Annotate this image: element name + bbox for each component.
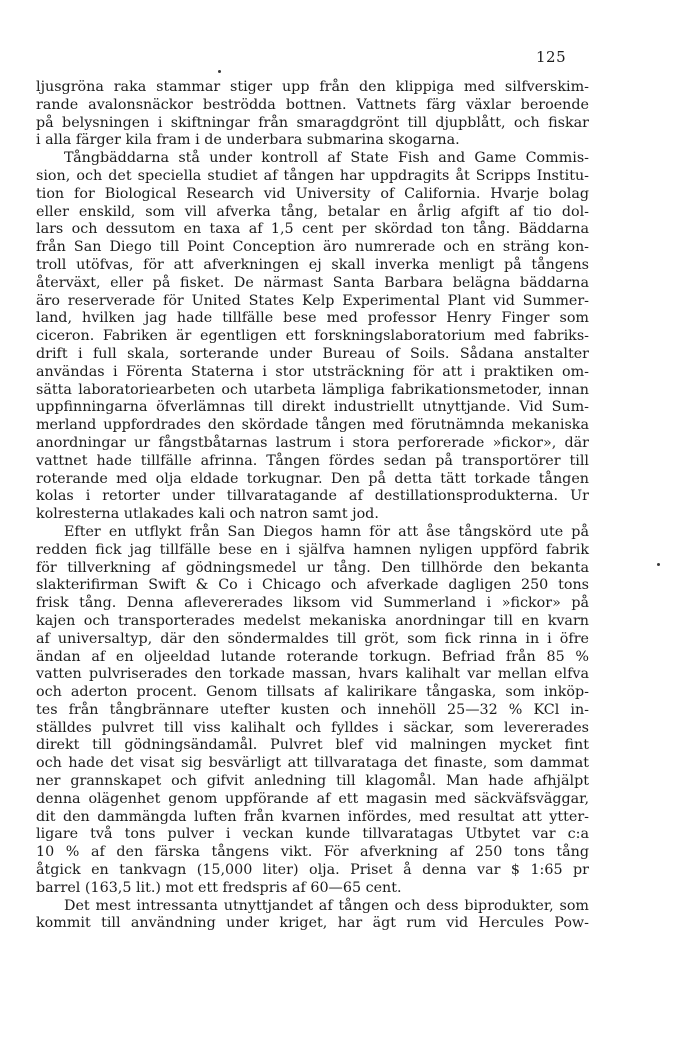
margin-speck — [218, 70, 221, 73]
text-line: och hade det visat sig besvärligt att tillvaratagа det finaste, som dammat — [36, 755, 589, 772]
text-line: vatten pulvriserades den torkade massan, hvars kalihalt var mellan elfva — [36, 666, 589, 683]
text-line: slakterifirman Swift & Co i Chicago och afverkade dagligen 250 tons — [36, 577, 589, 594]
body-text — [36, 79, 589, 933]
text-line: i alla färger kila fram i de underbara submarina skogarna. — [36, 132, 460, 149]
text-line: ställdes pulvret till viss kalihalt och fylldes i säckar, som levererades — [36, 719, 589, 736]
text-line: lars och dessutom en taxa af 1,5 cent per skördad ton tång. Bäddarna — [36, 221, 589, 238]
text-line: användas i Förenta Staterna i stor utsträckning för att i praktiken om- — [36, 363, 589, 380]
text-line: tes från tångbrännare utefter kusten och innehöll 25—32 % KCl in- — [36, 701, 589, 718]
text-line: troll utöfvas, för att afverkningen ej skall inverka menligt på tångens — [36, 256, 589, 273]
text-line: dit den dammängda luften från kvarnen infördes, med resultat att ytter- — [36, 808, 589, 825]
paragraph — [36, 524, 589, 898]
text-line: anordningar ur fångstbåtarnas lastrum i stora perforerade »fickor», där — [36, 434, 589, 451]
paragraph — [36, 79, 589, 150]
text-line: återväxt, eller på fisket. De närmast Santa Barbara belägna bäddarna — [36, 274, 589, 291]
text-line: 10 % af den färska tångens vikt. För afverkning af 250 tons tång — [36, 844, 589, 861]
text-line: kommit till användning under kriget, har ägt rum vid Hercules Pow- — [36, 915, 589, 932]
text-line: Det mest intressanta utnyttjandet af tången och dess biprodukter, som — [64, 897, 589, 914]
text-line: rande avalonsnäckor beströdda bottnen. Vattnets färg växlar beroende — [36, 96, 589, 113]
text-line: uppfinningarna öfverlämnas till direkt industriellt utnyttjande. Vid Sum- — [36, 399, 589, 416]
text-line: kolresterna utlakades kali och natron samt jod. — [36, 506, 379, 523]
page-number: 125 — [536, 48, 567, 66]
text-line: ändan af en oljeeldad lutande roterande torkugn. Befriad från 85 % — [36, 648, 589, 665]
text-line: ljusgröna raka stammar stiger upp från den klippiga med silfverskim- — [36, 79, 589, 95]
paragraph — [36, 898, 589, 934]
text-line: af universaltyp, där den söndermaldes till gröt, som fick rinna in i öfre — [36, 630, 589, 647]
text-line: direkt till gödningsändamål. Pulvret blef vid malningen mycket fint — [36, 737, 589, 754]
text-line: kajen och transporterades medelst mekaniska anordningar till en kvarn — [36, 612, 589, 629]
text-line: och aderton procent. Genom tillsats af kalirikare tångaska, som inköp- — [36, 684, 589, 701]
text-line: merland uppfordrades den skördade tången med förutnämnda mekaniska — [36, 417, 589, 434]
text-line: kolas i retorter under tillvaratagande af destillationsprodukterna. Ur — [36, 488, 589, 505]
text-line: ner grannskapet och gifvit anledning till klagomål. Man hade afhjälpt — [36, 773, 589, 790]
text-line: eller enskild, som vill afverka tång, betalar en årlig afgift af tio dol- — [36, 203, 589, 220]
text-line: roterande med olja eldade torkugnar. Den på detta tätt torkade tången — [36, 470, 589, 487]
text-line: drift i full skala, sorterande under Bureau of Soils. Sådana anstalter — [36, 345, 589, 362]
text-line: vattnet hade tillfälle afrinna. Tången fördes sedan på transportörer till — [36, 452, 589, 469]
text-line: Tångbäddarna stå under kontroll af State Fish and Game Commis- — [64, 150, 589, 167]
paragraph — [36, 150, 589, 524]
text-line: frisk tång. Denna aflevererades liksom vid Summerland i »fickor» på — [36, 595, 589, 612]
margin-speck — [657, 563, 660, 566]
text-line: ciceron. Fabriken är egentligen ett forskningslaboratorium med fabriks- — [36, 328, 589, 345]
text-line: sion, och det speciella studiet af tången har uppdragits åt Scripps Institu- — [36, 167, 589, 184]
text-line: för tillverkning af gödningsmedel ur tång. Den tillhörde den bekanta — [36, 559, 589, 576]
text-line: land, hvilken jag hade tillfälle bese med professor Henry Finger som — [36, 310, 589, 327]
text-line: ligare två tons pulver i veckan kunde tillvaratagas Utbytet var c:a — [36, 826, 589, 843]
text-line: på belysningen i skiftningar från smaragdgrönt till djupblått, och fiskar — [36, 114, 589, 131]
text-line: från San Diego till Point Conception äro numrerade och en sträng kon- — [36, 239, 589, 256]
text-line: sätta laboratoriearbeten och utarbeta lämpliga fabrikationsmetoder, innan — [36, 381, 589, 398]
text-line: äro reserverade för United States Kelp Experimental Plant vid Summer- — [36, 292, 589, 309]
text-line: Efter en utflykt från San Diegos hamn för att åse tångskörd ute på — [64, 523, 589, 540]
text-line: åtgick en tankvagn (15,000 liter) olja. Priset å denna var $ 1:65 pr — [36, 862, 589, 879]
text-line: denna olägenhet genom uppförande af ett magasin med säckväfsväggar, — [36, 790, 589, 807]
text-line: redden fick jag tillfälle bese en i själfva hamnen nyligen uppförd fabrik — [36, 541, 589, 558]
text-line: tion for Biological Research vid University of California. Hvarje bolag — [36, 185, 589, 202]
text-line: barrel (163,5 lit.) mot ett fredspris af 60—65 cent. — [36, 879, 402, 896]
